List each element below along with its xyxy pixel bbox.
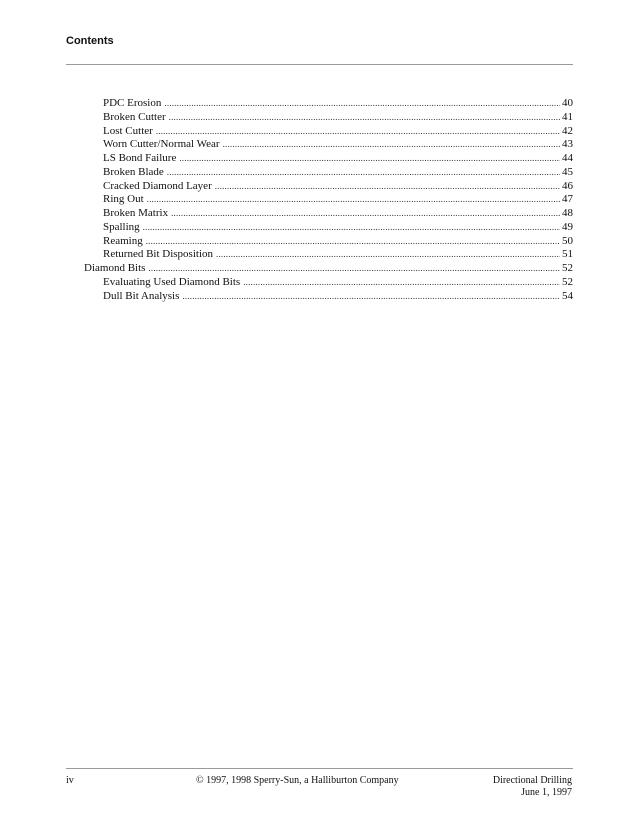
toc-entry[interactable] (66, 276, 573, 290)
toc-entry-page: 47 (562, 193, 573, 206)
toc-entry[interactable] (66, 166, 573, 180)
toc-entry[interactable] (66, 125, 573, 139)
toc-entry-page: 41 (562, 110, 573, 123)
toc-dot-leader (243, 276, 560, 290)
toc-entry-page: 44 (562, 152, 573, 164)
toc-entry-label: Returned Bit Disposition (103, 248, 213, 261)
toc-entry[interactable] (66, 262, 573, 276)
toc-entry[interactable] (66, 248, 573, 262)
toc-entry-label: Lost Cutter (103, 124, 153, 137)
toc-dot-leader (148, 262, 560, 276)
toc-entry-label: Evaluating Used Diamond Bits (103, 275, 241, 288)
footer-divider (66, 768, 573, 769)
toc-entry-page: 49 (562, 220, 573, 233)
toc-dot-leader (146, 235, 560, 249)
toc-dot-leader (223, 138, 560, 152)
toc-entry[interactable] (66, 138, 573, 152)
toc-entry-label: Spalling (103, 220, 140, 233)
footer-date: June 1, 1997 (521, 787, 572, 798)
toc-entry-page: 48 (562, 207, 573, 219)
footer-doc-info (493, 775, 572, 799)
toc-entry-page: 54 (562, 289, 573, 302)
toc-entry-label: PDC Erosion (103, 97, 162, 109)
toc-entry-page: 43 (562, 138, 573, 151)
toc-entry[interactable] (66, 290, 573, 304)
toc-entry[interactable] (66, 152, 573, 166)
toc-entry[interactable] (66, 221, 573, 235)
toc-dot-leader (179, 152, 560, 166)
toc-entry[interactable] (66, 180, 573, 194)
toc-entry-page: 42 (562, 124, 573, 137)
toc-entry[interactable] (66, 111, 573, 125)
toc-dot-leader (171, 207, 560, 221)
page-header-title: Contents (66, 35, 114, 47)
table-of-contents (66, 97, 573, 303)
toc-dot-leader (182, 290, 560, 304)
toc-entry-label: Worn Cutter/Normal Wear (103, 138, 220, 151)
toc-entry-page: 45 (562, 165, 573, 178)
toc-dot-leader (164, 97, 560, 111)
toc-dot-leader (156, 125, 560, 139)
toc-entry-page: 46 (562, 179, 573, 192)
toc-entry-label: Broken Blade (103, 165, 164, 178)
toc-entry[interactable] (66, 97, 573, 111)
toc-entry-page: 52 (562, 275, 573, 288)
toc-entry[interactable] (66, 207, 573, 221)
toc-entry-label: Dull Bit Analysis (103, 289, 180, 302)
header-divider (66, 64, 573, 65)
toc-entry-label: LS Bond Failure (103, 152, 177, 164)
toc-entry-page: 40 (562, 97, 573, 109)
toc-dot-leader (216, 248, 560, 262)
toc-entry-page: 50 (562, 234, 573, 247)
toc-entry-label: Broken Cutter (103, 110, 166, 123)
toc-dot-leader (215, 180, 560, 194)
footer-page-number: iv (66, 775, 74, 786)
footer-doc-title: Directional Drilling (492, 775, 572, 786)
toc-entry-page: 52 (562, 262, 573, 274)
toc-dot-leader (143, 221, 560, 235)
toc-entry[interactable] (66, 235, 573, 249)
toc-entry-label: Reaming (103, 234, 143, 247)
toc-entry-label: Ring Out (103, 193, 144, 206)
footer-copyright: © 1997, 1998 Sperry-Sun, a Halliburton Company (196, 775, 399, 786)
toc-entry[interactable] (66, 193, 573, 207)
toc-dot-leader (147, 193, 560, 207)
toc-dot-leader (167, 166, 560, 180)
toc-entry-label: Cracked Diamond Layer (103, 179, 212, 192)
toc-entry-label: Broken Matrix (103, 207, 169, 219)
toc-entry-page: 51 (562, 248, 573, 261)
toc-entry-label: Diamond Bits (84, 262, 146, 274)
toc-dot-leader (169, 111, 560, 125)
